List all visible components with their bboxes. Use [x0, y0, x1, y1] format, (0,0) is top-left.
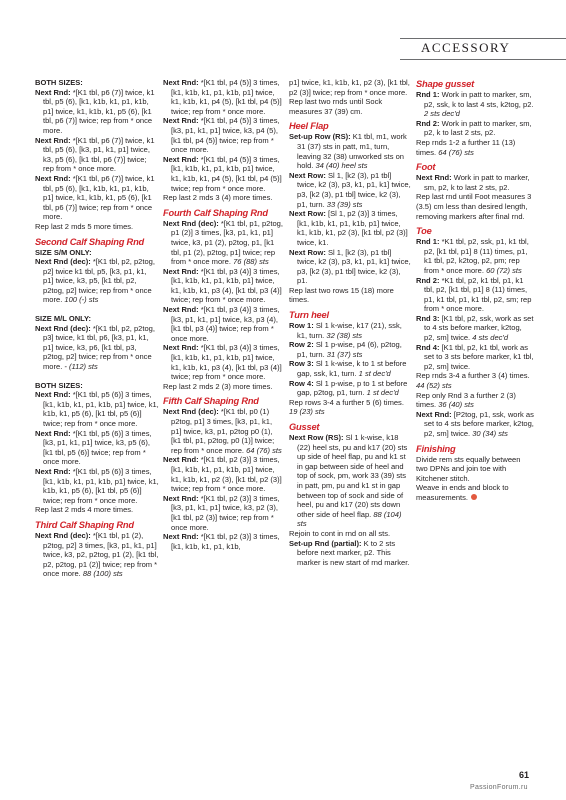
instruction-paragraph: [416, 119, 534, 138]
header-rule-top: [400, 38, 566, 39]
row-label: Row 4:: [289, 378, 314, 388]
row-label: Next Rnd:: [163, 266, 199, 276]
instruction-paragraph: [416, 391, 534, 410]
instruction-text: *[K1 tbl, p6 (7)] twice, k1 tbl, p5 (6), [k1, k1b, k1, p1, k1b, p1] twice, k1, k1b, k1, p5 (6), [k1 tbl, p6 (7)] twice; rep from * once more.: [43, 173, 155, 222]
spacer: [35, 372, 159, 381]
instruction-text: *K1 tbl, p2, k1 tbl, p1, k1 tbl, p2, [k1 tbl, p1] 8 (11) times, p1, k1 tbl, p1, k1 tbl, p2, sm; rep from * once more.: [424, 275, 532, 314]
instruction-text: Sl 1, [k2 (3), p1 tbl] twice, k2 (3), p3, k1, p1, k1] twice, p3, [k2 (3), p1 tbl] twice, k2 (3), p1.: [297, 247, 411, 286]
watermark: PassionForum.ru: [470, 784, 528, 791]
size-label: SIZE M/L ONLY:: [35, 314, 92, 324]
instruction-text: *[K1 tbl, p2, p2tog, p2] twice k1 tbl, p5, [k3, p1, k1, p1] twice, k3, p5, [k1 tbl, p2, p2tog, p2] twice; rep from * once more. 100 (-) sts: [43, 257, 155, 305]
row-label: Next Rnd (dec):: [163, 407, 219, 417]
row-label: Next Row:: [289, 209, 326, 219]
instruction-text: Sl 1 k-wise, k18 (22) heel sts, pu and k17 (20) sts up side of heel flap, pu and k1 st in gap between side of heel and top of sock, pm, work 33 (39) sts in patt, pm, pu and k1 st in gap between top of sock and side of heel, pu and k17 (20) sts down other side of heel flap. 88 (104) sts: [297, 433, 408, 529]
spacer: [35, 305, 159, 314]
instruction-text: [P2tog, p1, ssk, work as set to 4 sts before marker, k2tog, p2, sm] twice. 30 (34) sts: [424, 409, 534, 438]
size-label: BOTH SIZES:: [35, 78, 83, 87]
row-label: Next Row:: [289, 170, 326, 180]
instruction-paragraph: [163, 455, 283, 493]
instruction-text: K1 tbl, m1, work 31 (37) sts in patt, m1, turn, leaving 32 (38) unworked sts on hold. 34 (40) heel sts: [297, 132, 407, 171]
instruction-paragraph: [289, 286, 411, 305]
row-label: Rnd 4:: [416, 342, 440, 352]
row-label: Rnd 3:: [416, 313, 440, 323]
instruction-paragraph: [163, 305, 283, 343]
instruction-paragraph: [416, 90, 534, 119]
instruction-paragraph: [289, 539, 411, 568]
instruction-text: p1] twice, k1, k1b, k1, p2 (3), [k1 tbl, p2 (3)] twice; rep from * once more.: [289, 78, 410, 97]
instruction-text: Rep last 2 mds 2 (3) more times.: [163, 381, 273, 391]
instruction-paragraph: [289, 209, 411, 247]
instruction-text: *[K1 tbl, p6 (7)] twice, k1 tbl, p5 (6), [k3, p1, k1, p1] twice, k3, p5 (6), [k1 tbl, p6 (7)] twice; rep from * once more.: [43, 135, 155, 174]
instruction-paragraph: [289, 321, 411, 340]
row-label: Next Rnd (dec):: [163, 218, 219, 228]
instruction-paragraph: [35, 174, 159, 222]
instruction-text: [K1 tbl, p2, k1 tbl, work as set to 3 sts before marker, k1 tbl, p2, sm] twice.: [424, 342, 534, 371]
end-mark-icon: [471, 494, 477, 500]
section-header: [400, 38, 566, 58]
instruction-paragraph: [289, 171, 411, 209]
instruction-text: *[K1 tbl, p6 (7)] twice, k1 tbl, p5 (6), [k1, k1b, k1, p1, k1b, p1] twice, k1, k1b, k1, p5 (6), [k1 tbl, p6 (7)] twice; rep from * once more.: [43, 87, 155, 135]
instruction-paragraph: [289, 379, 411, 398]
instruction-paragraph: [163, 155, 283, 193]
instruction-text: Rep rnds 1-2 a further 11 (13) times. 64 (76) sts: [416, 137, 516, 157]
instruction-paragraph: [416, 314, 534, 343]
section-heading: Heel Flap: [289, 121, 329, 132]
instruction-text: Rep last two rnds until Sock measures 37 (39) cm.: [289, 97, 383, 116]
header-rule-bottom: [400, 59, 566, 60]
instruction-text: Rep rows 3-4 a further 5 (6) times. 19 (23) sts: [289, 397, 404, 417]
instruction-paragraph: [416, 138, 534, 157]
section-heading: Toe: [416, 226, 432, 237]
instruction-text: *[K1 tbl, p4 (5)] 3 times, [k1, k1b, k1, p1, k1b, p1] twice, k1, k1b, k1, p4 (5), [k1 tbl, p4 (5)] twice; rep from * once more.: [171, 154, 282, 193]
instruction-paragraph: [289, 248, 411, 286]
section-heading: Finishing: [416, 443, 456, 454]
column-3: [289, 78, 411, 567]
instruction-text: Weave in ends and block to measurements.: [416, 483, 509, 502]
column-4: [416, 78, 534, 503]
instruction-paragraph: [289, 398, 411, 417]
instruction-text: [Sl 1, p2 (3)] 3 times, [k1, k1b, k1, p1, k1b, p1] twice, k1, k1b, k1, p2 (3), [k1 tbl, p2 (3)] twice, k1.: [297, 209, 408, 247]
section-heading: Fourth Calf Shaping Rnd: [163, 207, 268, 218]
size-label: BOTH SIZES:: [35, 380, 83, 390]
row-label: Row 3:: [289, 359, 314, 369]
instruction-text: Sl 1 p-wise, p4 (6), p2tog, p1, turn. 31 (37) sts: [297, 340, 402, 359]
row-label: Next Rnd:: [416, 173, 452, 183]
row-label: Rnd 1:: [416, 90, 440, 99]
instruction-paragraph: [416, 237, 534, 275]
row-label: Next Rnd:: [163, 455, 199, 465]
row-label: Next Rnd:: [35, 135, 71, 145]
row-label: Next Rnd (dec):: [35, 530, 91, 540]
instruction-text: *[K1 tbl, p4 (5)] 3 times, [k1, k1b, k1, p1, k1b, p1] twice, k1, k1b, k1, p4 (5), [k1 tbl, p4 (5)] twice; rep from * once more.: [171, 78, 282, 116]
instruction-text: *[K1 tbl, p2 (3)] 3 times, [k1, k1b, k1, p1, k1b,: [171, 532, 280, 551]
instruction-paragraph: [163, 78, 283, 116]
instruction-text: *K1 tbl, p2, ssk, p1, k1 tbl, p2, [k1 tbl, p1] 8 (11) times, p1, k1 tbl, p2, k2tog, p2, pm; rep from * once more. 60 (72) sts: [424, 237, 529, 275]
instruction-text: *[K1 tbl, p2 (3)] 3 times, [k1, k1b, k1, p1, k1b, p1] twice, k1, k1b, k1, p2 (3), [k1 tbl, p2 (3)] twice; rep from * once more.: [171, 455, 282, 494]
section-heading: Foot: [416, 162, 436, 173]
instruction-text: Work in patt to marker, sm, p2, k to last 2 sts, p2.: [424, 118, 532, 138]
row-label: Next Rnd:: [35, 466, 71, 476]
row-label: Next Rnd:: [163, 116, 199, 126]
instruction-text: *[K1 tbl, p1, p2tog, p1 (2)] 3 times, [k3, p1, k1, p1] twice, k3, p1 (2), p2tog, p1, [k1 tbl, p1 (2), p2tog, p1] twice; rep from * once more. 76 (88) sts: [171, 218, 283, 267]
instruction-paragraph: [289, 340, 411, 359]
section-heading: Second Calf Shaping Rnd: [35, 236, 145, 247]
instruction-paragraph: [416, 343, 534, 372]
instruction-text: Sl 1 k-wise, k17 (21), ssk, k1, turn. 32 (38) sts: [297, 321, 402, 340]
instruction-text: [K1 tbl, p2, ssk, work as set to 4 sts before marker, k2tog, p2, sm] twice. 4 sts dec'd: [424, 313, 534, 343]
instruction-paragraph: [35, 390, 159, 428]
row-label: Next Rnd:: [163, 78, 199, 87]
instruction-paragraph: [163, 407, 283, 455]
instruction-paragraph: [416, 455, 534, 484]
instruction-paragraph: [289, 529, 411, 539]
instruction-text: *[K1 tbl, p3 (4)] 3 times, [k1, k1b, k1, p1, k1b, p1] twice, k1, k1b, k1, p3 (4), [k1 tbl, p3 (4)] twice; rep from * once more.: [171, 266, 282, 305]
row-label: Next Rnd:: [35, 428, 71, 438]
instruction-text: Rejoin to cont in rnd on all sts.: [289, 528, 391, 538]
instruction-text: *[K1 tbl, p4 (5)] 3 times, [k3, p1, k1, p1] twice, k3, p4 (5), [k1 tbl, p4 (5)] twice; rep from * once more.: [171, 116, 280, 155]
instruction-paragraph: [163, 219, 283, 267]
instruction-text: *[K1 tbl, p2 (3)] 3 times, [k3, p1, k1, p1] twice, k3, p2 (3), [k1 tbl, p2 (3)] twice; rep from * once more.: [171, 493, 280, 532]
instruction-paragraph: [416, 371, 534, 390]
section-heading: Turn heel: [289, 310, 329, 321]
instruction-paragraph: [35, 257, 159, 305]
instruction-paragraph: [289, 132, 411, 170]
instruction-text: Work in patt to marker, sm, p2, k to last 2 sts, p2.: [424, 173, 530, 192]
size-label: SIZE S/M ONLY:: [35, 247, 92, 257]
row-label: Set-up Rnd (partial):: [289, 538, 362, 548]
instruction-paragraph: [35, 505, 159, 515]
instruction-text: Rep last 2 mds 3 (4) more times.: [163, 193, 273, 203]
instruction-text: Rep last 2 mds 5 more times.: [35, 221, 134, 231]
row-label: Next Rnd:: [163, 532, 199, 542]
instruction-paragraph: [163, 382, 283, 392]
column-2: [163, 78, 283, 551]
instruction-paragraph: [416, 483, 534, 502]
instruction-text: *[K1 tbl, p3 (4)] 3 times, [k1, k1b, k1, p1, k1b, p1] twice, k1, k1b, k1, p3 (4), [k1 tbl, p3 (4)] twice; rep from * once more.: [171, 343, 282, 382]
instruction-paragraph: [35, 531, 159, 579]
instruction-text: *[K1 tbl, p2, p2tog, p3] twice, k1 tbl, p6, [k3, p1, k1, p1] twice, k3, p6, [k1 tbl, p3, p2tog, p2] twice; rep from * once more. - (112) sts: [43, 323, 155, 372]
instruction-paragraph: [35, 88, 159, 136]
instruction-paragraph: [289, 359, 411, 378]
section-heading: Fifth Calf Shaping Rnd: [163, 396, 259, 407]
row-label: Row 2:: [289, 340, 314, 350]
instruction-text: Rep rnds 3-4 a further 3 (4) times. 44 (52) sts: [416, 371, 530, 391]
instruction-text: *[K1 tbl, p0 (1) p2tog, p1] 3 times, [k3, p1, k1, p1] twice, k3, p1, p2tog p0 (1), [k1 tbl, p1, p2tog, p0 (1)] twice; rep from * once more. 64 (76) sts: [171, 407, 282, 455]
row-label: Rnd 2:: [416, 275, 440, 285]
section-title: ACCESSORY: [421, 40, 511, 55]
instruction-text: Sl 1 p-wise, p to 1 st before gap, p2tog, p1, turn. 1 st dec'd: [297, 378, 408, 398]
row-label: Next Rnd:: [35, 173, 71, 183]
row-label: Next Rnd:: [35, 390, 71, 400]
section-heading: Gusset: [289, 422, 320, 432]
instruction-text: *[K1 tbl, p1 (2), p2tog, p2] 3 times, [k3, p1, k1, p1] twice, k3, p2, p2tog, p1 (2), [k1 tbl, p2, p2tog, p1 (2)] twice; rep from * once more. 88 (100) sts: [43, 530, 159, 579]
instruction-paragraph: [35, 429, 159, 467]
row-label: Next Rnd:: [416, 409, 452, 419]
instruction-text: Divide rem sts equally between two DPNs and join toe with Kitchener stitch.: [416, 454, 521, 483]
instruction-paragraph: [289, 433, 411, 529]
instruction-paragraph: [289, 78, 411, 97]
instruction-paragraph: [289, 97, 411, 116]
instruction-paragraph: [416, 173, 534, 192]
instruction-paragraph: [163, 494, 283, 532]
instruction-text: K to 2 sts before next marker, p2. This marker is new start of rnd marker.: [297, 538, 410, 567]
instruction-paragraph: [163, 116, 283, 154]
instruction-paragraph: [416, 410, 534, 439]
row-label: Next Rnd (dec):: [35, 257, 91, 267]
row-label: Rnd 1:: [416, 237, 440, 247]
instruction-text: Work in patt to marker, sm, p2, ssk, k to last 4 sts, k2tog, p2. 2 sts dec'd: [424, 90, 534, 119]
instruction-text: Rep last 2 mds 4 more times.: [35, 505, 134, 515]
instruction-paragraph: [163, 193, 283, 203]
instruction-text: Rep only Rnd 3 a further 2 (3) times. 36 (40) sts: [416, 390, 516, 410]
row-label: Next Rnd:: [163, 154, 199, 164]
row-label: Row 1:: [289, 321, 314, 331]
page-number: 61: [519, 770, 530, 780]
instruction-paragraph: [416, 276, 534, 314]
instruction-paragraph: [35, 136, 159, 174]
instruction-text: *[K1 tbl, p3 (4)] 3 times, [k3, p1, k1, p1] twice, k3, p3 (4), [k1 tbl, p3 (4)] twice; rep from * once more.: [171, 305, 280, 343]
instruction-paragraph: [163, 267, 283, 305]
instruction-text: *[K1 tbl, p5 (6)] 3 times, [k3, p1, k1, p1] twice, k3, p5 (6), [k1 tbl, p5 (6)] twice; rep from * once more.: [43, 428, 152, 467]
section-heading: Third Calf Shaping Rnd: [35, 519, 134, 530]
row-label: Next Row:: [289, 247, 326, 257]
instruction-text: *[K1 tbl, p5 (6)] 3 times, [k1, k1b, k1, p1, k1b, p1] twice, k1, k1b, k1, p5 (6), [k1 tbl, p5 (6)] twice; rep from * once more.: [43, 390, 159, 428]
row-label: Next Rnd:: [163, 493, 199, 503]
instruction-paragraph: [35, 324, 159, 372]
instruction-text: Sl 1, [k2 (3), p1 tbl] twice, k2 (3), p3, k1, p1, k1] twice, p3, [k2 (3), p1 tbl] twice, k2 (3), p1, turn. 33 (39) sts: [297, 170, 411, 209]
row-label: Set-up Row (RS):: [289, 132, 351, 142]
row-label: Next Row (RS):: [289, 433, 344, 442]
row-label: Next Rnd:: [163, 343, 199, 353]
instruction-text: Sl 1 k-wise, k to 1 st before gap, ssk, k1, turn. 1 st dec'd: [297, 359, 407, 379]
instruction-paragraph: [163, 532, 283, 551]
column-1: [35, 78, 159, 579]
instruction-text: Rep last two rows 15 (18) more times.: [289, 285, 394, 305]
instruction-paragraph: [163, 343, 283, 381]
instruction-paragraph: [416, 192, 534, 221]
row-label: Next Rnd:: [163, 305, 199, 315]
section-heading: Shape gusset: [416, 79, 475, 89]
row-label: Next Rnd:: [35, 87, 71, 97]
instruction-paragraph: [35, 467, 159, 505]
instruction-text: *[K1 tbl, p5 (6)] 3 times, [k1, k1b, k1, p1, k1b, p1] twice, k1, k1b, k1, p5 (6), [k1 tbl, p5 (6)] twice; rep from * once more.: [43, 466, 159, 505]
instruction-text: Rep last rnd until Foot measures 3 (3.5) cm less than desired length, removing markers after final rnd.: [416, 192, 532, 221]
row-label: Next Rnd (dec):: [35, 323, 91, 333]
instruction-paragraph: [35, 222, 159, 232]
row-label: Rnd 2:: [416, 118, 440, 128]
